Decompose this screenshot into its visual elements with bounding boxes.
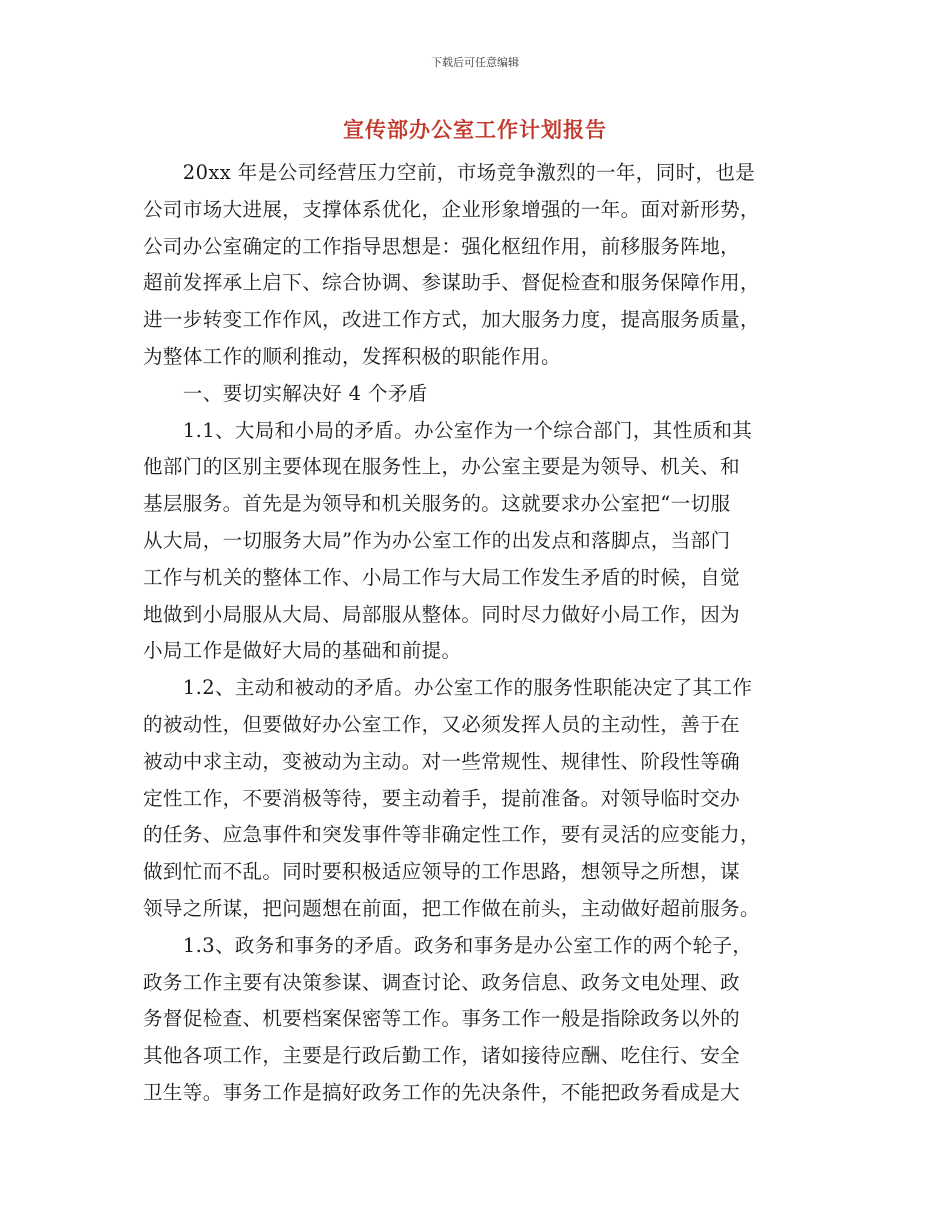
body-text-line: 政务工作主要有决策参谋、调查讨论、政务信息、政务文电处理、政 [143, 970, 741, 994]
header-note: 下载后可任意编辑 [431, 56, 519, 69]
body-text-line: 从大局，一切服务大局”作为办公室工作的出发点和落脚点，当部门 [143, 529, 731, 552]
body-text-line: 地做到小局服从大局、局部服从整体。同时尽力做好小局工作，因为 [143, 602, 741, 626]
body-text-line: 做到忙而不乱。同时要积极适应领导的工作思路，想领导之所想，谋 [143, 860, 741, 884]
body-text-line: 的被动性，但要做好办公室工作，又必须发挥人员的主动性，善于在 [143, 713, 741, 736]
body-text-line: 进一步转变工作作风，改进工作方式，加大服务力度，提高服务质量， [143, 308, 760, 332]
body-text-line: 其他各项工作，主要是行政后勤工作，诸如接待应酬、吃住行、安全 [143, 1044, 741, 1068]
body-text-line: 1.3、政务和事务的矛盾。政务和事务是办公室工作的两个轮子， [143, 933, 753, 957]
body-text-line: 为整体工作的顺利推动，发挥积极的职能作用。 [143, 345, 561, 368]
body-text-line: 公司办公室确定的工作指导思想是：强化枢纽作用，前移服务阵地， [143, 234, 741, 258]
body-text-line: 工作与机关的整体工作、小局工作与大局工作发生矛盾的时候，自觉 [143, 565, 741, 589]
body-text-line: 定性工作，不要消极等待，要主动着手，提前准备。对领导临时交办 [143, 786, 741, 810]
body-text-line: 他部门的区别主要体现在服务性上，办公室主要是为领导、机关、和 [143, 455, 741, 479]
body-text-line: 超前发挥承上启下、综合协调、参谋助手、督促检查和服务保障作用， [143, 271, 760, 295]
body-text-line: 的任务、应急事件和突发事件等非确定性工作，要有灵活的应变能力， [143, 823, 760, 847]
body-text-line: 基层服务。首先是为领导和机关服务的。这就要求办公室把“一切服 [143, 492, 731, 516]
body-text-line: 公司市场大进展，支撑体系优化，企业形象增强的一年。面对新形势， [143, 197, 760, 221]
body-text-line: 一、要切实解决好 4 个矛盾 [143, 381, 428, 405]
body-text-line: 卫生等。事务工作是搞好政务工作的先决条件，不能把政务看成是大 [143, 1081, 741, 1104]
body-text-line: 小局工作是做好大局的基础和前提。 [143, 639, 462, 663]
body-text-line: 1.2、主动和被动的矛盾。办公室工作的服务性职能决定了其工作 [143, 676, 753, 700]
body-text-line: 被动中求主动，变被动为主动。对一些常规性、规律性、阶段性等确 [143, 749, 741, 773]
body-text-line: 领导之所谋，把问题想在前面，把工作做在前头，主动做好超前服务。 [143, 897, 760, 920]
document-title: 宣传部办公室工作计划报告 [343, 117, 607, 142]
body-text-line: 20xx 年是公司经营压力空前，市场竞争激烈的一年，同时，也是 [143, 161, 756, 184]
body-text-line: 1.1、大局和小局的矛盾。办公室作为一个综合部门，其性质和其 [143, 418, 753, 442]
body-text-line: 务督促检查、机要档案保密等工作。事务工作一般是指除政务以外的 [143, 1007, 741, 1031]
